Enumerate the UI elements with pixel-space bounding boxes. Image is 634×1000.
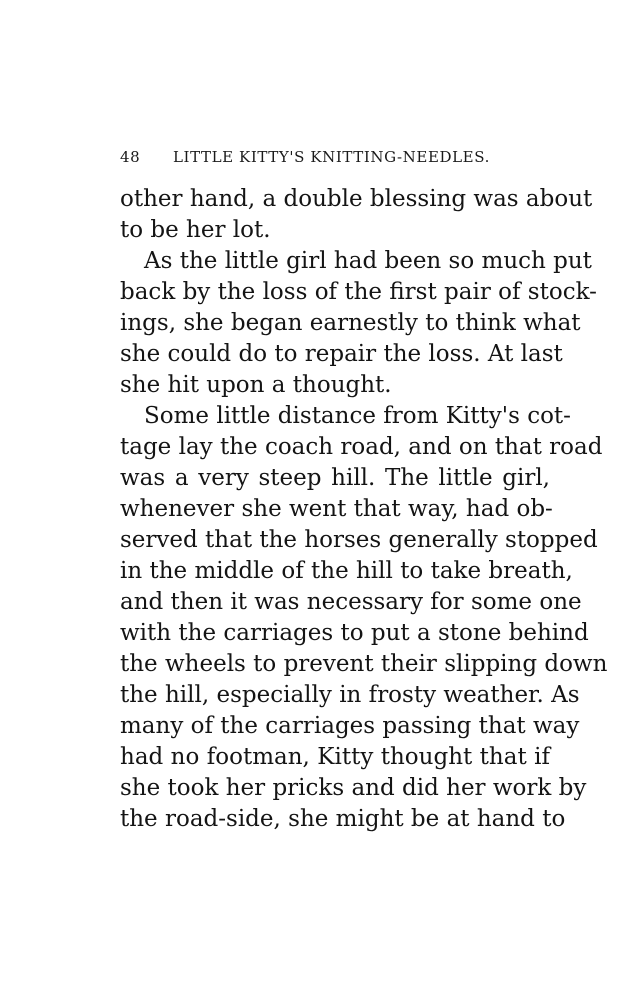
text-line: whenever she went that way, had ob- <box>120 496 553 522</box>
text-line: tage lay the coach road, and on that road <box>120 434 603 460</box>
text-line: was a very steep hill. The little girl, <box>120 465 550 491</box>
text-line: in the middle of the hill to take breath, <box>120 558 573 584</box>
text-line: with the carriages to put a stone behind <box>120 620 589 646</box>
text-line: As the little girl had been so much put <box>144 248 592 274</box>
text-line: she could do to repair the loss. At last <box>120 341 563 367</box>
page-number: 48 <box>120 148 141 166</box>
text-line: she took her pricks and did her work by <box>120 775 587 801</box>
text-line: and then it was necessary for some one <box>120 589 582 615</box>
text-line: the wheels to prevent their slipping down <box>120 651 608 677</box>
text-line: the road-side, she might be at hand to <box>120 806 566 832</box>
text-line: back by the loss of the first pair of stock- <box>120 279 597 305</box>
text-line: to be her lot. <box>120 217 271 243</box>
text-line: she hit upon a thought. <box>120 372 392 398</box>
running-head: LITTLE KITTY'S KNITTING-NEEDLES. <box>173 148 490 166</box>
text-line: Some little distance from Kitty's cot- <box>144 403 571 429</box>
text-line: other hand, a double blessing was about <box>120 186 593 212</box>
text-line: had no footman, Kitty thought that if <box>120 744 550 770</box>
body-text <box>120 184 608 835</box>
text-line: the hill, especially in frosty weather. As <box>120 682 580 708</box>
text-line: served that the horses generally stopped <box>120 527 598 553</box>
text-line: many of the carriages passing that way <box>120 713 580 739</box>
text-line: ings, she began earnestly to think what <box>120 310 581 336</box>
